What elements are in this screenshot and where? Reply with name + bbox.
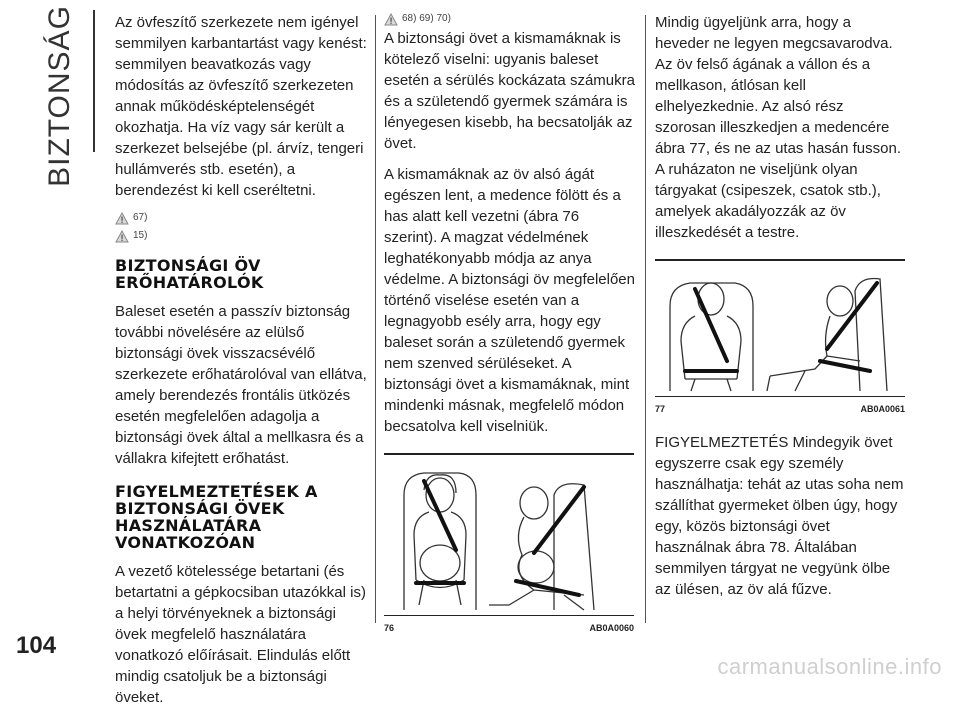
site-watermark: carmanualsonline.info [717, 654, 942, 679]
text-column-3 [655, 12, 905, 610]
warning-ref-row [115, 211, 367, 225]
paragraph-one-person-per-belt: FIGYELMEZTETÉS Mindegyik övet egyszerre csak egy személy használhatja: tehát az utas soha nem szállíthat gyermeket ölben úgy, hogy egy, közös biztonsági övet használnak ábra 78. Általában semmilyen tárgyat ne vegyünk ölbe az ülésen, az öv alá fűzve. [655, 434, 904, 598]
paragraph-belt-not-twisted: Mindig ügyeljünk arra, hogy a heveder ne legyen megcsavarodva. Az öv felső ágának a vállon és a mellkason, átlósan kell elhelyezkednie. Az alsó rész szorosan illeszkedjen a medencére ábra 77, és ne az utas hasán fusson. A ruházaton ne viseljünk olyan tárgyakat (csipeszek, csatok stb.), amelyek akadályozzák az öv illeszkedését a testre. [655, 14, 901, 241]
page-number: 104 [16, 632, 57, 659]
figure-caption [655, 396, 905, 420]
heading-force-limiters: BIZTONSÁGI ÖV ERŐHATÁROLÓK [115, 256, 264, 292]
correct-belt-position-illustration [655, 261, 905, 396]
section-divider [93, 10, 95, 152]
paragraph-lower-belt-position: A kismamáknak az öv alsó ágát egészen lent, a medence fölött és a has alatt kell vezetni (ábra 76 szerint). A magzat védelmének leghatékonyabb módja az anya védelme. A biztonsági öv megfelelően történő viselése esetén van a legnagyobb esély arra, hogy egy baleset során a születendő gyermek nem szenved sérüléseket. A biztonsági övet a kismamáknak, mint mindenki másnak, megfelelő módon becsatolva kell viselniük. [384, 166, 635, 435]
column-divider-2 [645, 15, 646, 623]
figure-76 [384, 453, 634, 639]
text-column-1 [115, 12, 367, 718]
paragraph-belt-tensioner-maintenance: Az övfeszítő szerkezete nem igényel semmilyen karbantartást vagy kenést: semmilyen beavatkozás vagy módosítás az övfeszítő szerkezeten annak működésképtelenségét okozhatja. Ha víz vagy sár került a szerkezet belsejébe (pl. árvíz, tengeri hullámverés stb. esetén), a berendezést ki kell cseréltetni. [115, 14, 367, 199]
figure-77 [655, 259, 905, 420]
figure-number: 77 [655, 404, 666, 414]
figure-number: 76 [384, 623, 395, 633]
warning-triangle-icon [115, 212, 129, 225]
paragraph-driver-duty: A vezető kötelessége betartani (és betartatni a gépkocsiban utazókkal is) a helyi törvényeknek a biztonsági övek megfelelő használatára vonatkozó előírásait. Elindulás előtt mindig csatoljuk be a biztonsági öveket. [115, 563, 366, 706]
warning-ref: 68) 69) 70) [402, 13, 451, 24]
column-divider-1 [375, 15, 376, 623]
pregnant-belt-illustration [384, 455, 634, 615]
section-title: BIZTONSÁG [43, 5, 76, 187]
paragraph-force-limiters: Baleset esetén a passzív biztonság további növelésére az elülső biztonsági övek visszacsévélő szerkezete erőhatárolóval van ellátva, amely berendezés frontális ütközés esetén megfelelően adagolja a biztonsági övek által a mellkasra és a vállakra kifejtett erőhatást. [115, 303, 367, 467]
caution-triangle-icon [115, 230, 129, 243]
paragraph-pregnant-women: A biztonsági övet a kismamáknak is kötelező viselni: ugyanis baleset esetén a sérülés kockázata számukra és a születendő gyermek számára is lényegesen kisebb, ha becsatolják az övet. [384, 30, 635, 152]
figure-caption [384, 615, 634, 639]
figure-code: AB0A0061 [860, 404, 905, 414]
warning-ref: 67) [133, 212, 148, 223]
heading-seatbelt-warnings: FIGYELMEZTETÉSEK A BIZTONSÁGI ÖVEK HASZNÁLATÁRA VONATKOZÓAN [115, 482, 318, 552]
caution-ref-row [115, 229, 367, 243]
warning-triangle-icon [384, 13, 398, 26]
figure-code: AB0A0060 [589, 623, 634, 633]
warning-ref-row [384, 12, 636, 26]
caution-ref: 15) [133, 230, 148, 241]
text-column-2 [384, 12, 636, 639]
